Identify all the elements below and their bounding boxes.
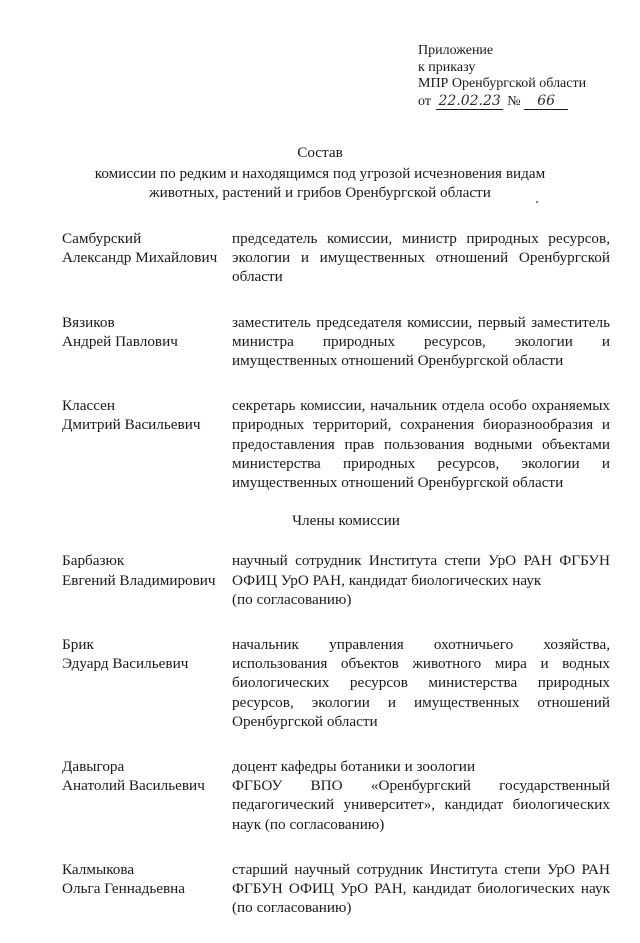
member-role: секретарь комиссии, начальник отдела особо охраняемых природных территорий, сохранения биоразнообразия и предоставления прав пользования водными объектами министерства природных ресурсов, экологии и имущественных отношений Оренбургской области xyxy=(232,397,610,492)
member-name xyxy=(62,860,232,918)
member-row xyxy=(62,313,610,371)
role-line: ФГБОУ ВПО «Оренбургский государственный педагогический университет», кандидат биологических наук (по согласованию) xyxy=(232,777,610,833)
member-given-name: Дмитрий Васильевич xyxy=(62,416,201,434)
member-surname: Давыгора xyxy=(62,758,125,776)
order-date: 22.02.23 xyxy=(438,92,501,109)
order-number: 66 xyxy=(524,93,568,111)
member-role xyxy=(232,551,610,609)
appendix-date-line xyxy=(418,93,618,111)
title-heading: Состав xyxy=(297,144,343,161)
member-row xyxy=(62,860,610,918)
appendix-block xyxy=(418,43,618,110)
member-role xyxy=(232,860,610,918)
member-given-name: Андрей Павлович xyxy=(62,332,178,350)
member-name xyxy=(62,229,232,287)
member-given-name: Ольга Геннадьевна xyxy=(62,880,186,898)
member-given-name: Анатолий Васильевич xyxy=(62,777,205,795)
role-line: (по согласованию) xyxy=(232,590,352,608)
member-name xyxy=(62,396,232,492)
member-row xyxy=(62,396,610,492)
member-surname: Классен xyxy=(62,397,115,415)
title-line: животных, растений и грибов Оренбургской области xyxy=(149,184,491,201)
scan-speck xyxy=(536,201,538,203)
member-surname: Самбурский xyxy=(62,230,142,247)
commission-list xyxy=(62,229,610,943)
member-role xyxy=(232,635,610,731)
date-prefix: от xyxy=(418,93,431,109)
member-row xyxy=(62,635,610,731)
appendix-line: Приложение xyxy=(418,43,494,58)
member-surname: Вязиков xyxy=(62,313,115,331)
member-surname: Барбазюк xyxy=(62,552,125,570)
role-line: старший научный сотрудник Института степи УрО РАН ФГБУН ОФИЦ УрО РАН, кандидат биологических наук (по согласованию) xyxy=(232,860,610,917)
member-row xyxy=(62,757,610,834)
title-line: комиссии по редким и находящимся под угрозой исчезновения видам xyxy=(94,165,546,182)
appendix-line: к приказу xyxy=(418,59,476,75)
member-row xyxy=(62,229,610,287)
role-line: ОФИЦ УрО РАН, кандидат биологических наук xyxy=(232,571,542,589)
role-line: доцент кафедры ботаники и зоологии xyxy=(232,758,476,776)
member-role xyxy=(232,757,610,834)
members-subheading: Члены комиссии xyxy=(292,512,400,530)
member-role: председатель комиссии, министр природных ресурсов, экологии и имущественных отношений Оренбургской области xyxy=(232,230,610,286)
member-name xyxy=(62,757,232,834)
member-given-name: Эдуард Васильевич xyxy=(62,655,189,673)
member-row xyxy=(62,551,610,609)
member-name xyxy=(62,551,232,609)
member-surname: Брик xyxy=(62,636,94,654)
document-title xyxy=(60,143,580,202)
member-given-name: Евгений Владимирович xyxy=(62,571,216,589)
member-role: заместитель председателя комиссии, первый заместитель министра природных ресурсов, экологии и имущественных отношений Оренбургской области xyxy=(232,313,610,370)
member-name xyxy=(62,313,232,371)
member-given-name: Александр Михайлович xyxy=(62,249,218,267)
member-surname: Калмыкова xyxy=(62,860,135,878)
role-line: начальник управления охотничьего хозяйства, использования объектов животного мира и водных биологических ресурсов министерства природных ресурсов, экологии и имущественных отношений Оренбургской области xyxy=(232,636,610,730)
number-label: № xyxy=(507,93,521,109)
role-line: научный сотрудник Института степи УрО РАН ФГБУН xyxy=(232,552,610,570)
member-name xyxy=(62,635,232,731)
appendix-line: МПР Оренбургской области xyxy=(418,76,587,91)
